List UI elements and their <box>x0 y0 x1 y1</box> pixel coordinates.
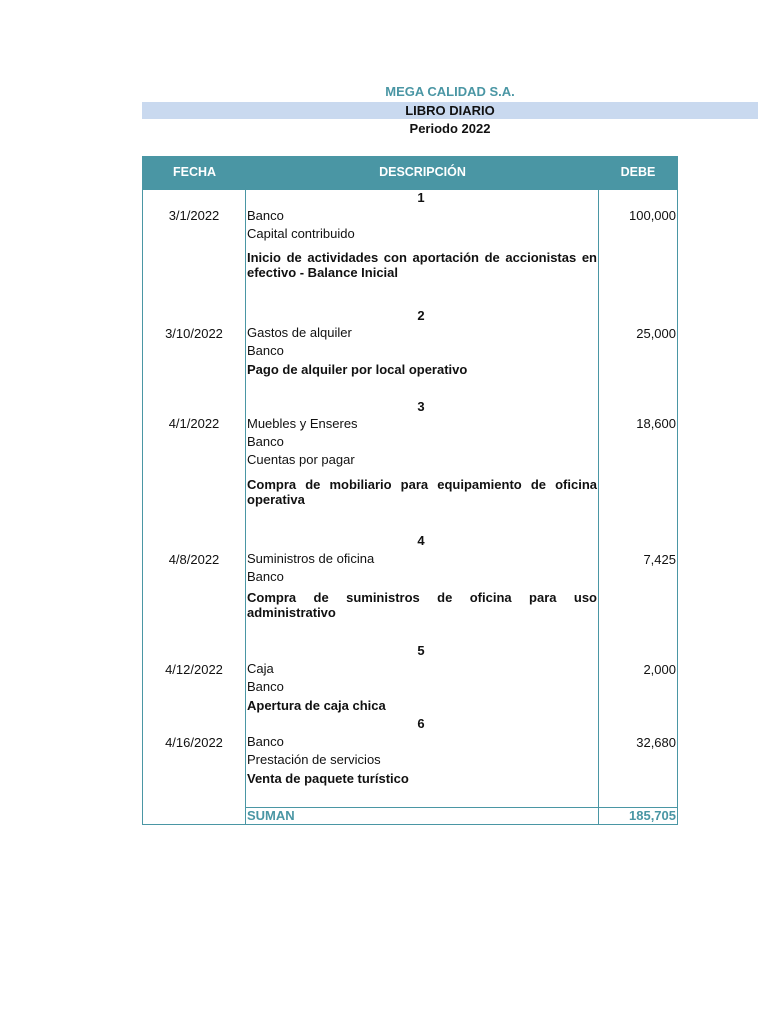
entry-account: Banco <box>247 208 284 223</box>
entry-description: Inicio de actividades con aportación de accionistas en efectivo - Balance Inicial <box>247 250 597 280</box>
entry-account: Prestación de servicios <box>247 752 381 767</box>
entry-description: Pago de alquiler por local operativo <box>247 362 468 377</box>
period-label: Periodo 2022 <box>409 121 491 136</box>
entry-amount: 25,000 <box>636 326 676 341</box>
table-header <box>143 157 677 190</box>
entry-number: 4 <box>417 533 425 548</box>
entry-number: 3 <box>417 399 425 414</box>
entry-date: 3/1/2022 <box>168 208 220 223</box>
entry-account: Banco <box>247 679 284 694</box>
entry-description: Apertura de caja chica <box>247 698 386 713</box>
entry-account: Banco <box>247 343 284 358</box>
entry-account: Capital contribuido <box>247 226 355 241</box>
entry-account: Banco <box>247 734 284 749</box>
column-header-fecha: FECHA <box>172 165 217 179</box>
entry-description: Compra de suministros de oficina para uso administrativo <box>247 590 597 620</box>
totals-label: SUMAN <box>247 808 295 823</box>
entry-date: 4/16/2022 <box>165 735 223 750</box>
entry-amount: 32,680 <box>636 735 676 750</box>
entry-amount: 18,600 <box>636 416 676 431</box>
entry-amount: 2,000 <box>643 662 676 677</box>
entry-amount: 7,425 <box>643 552 676 567</box>
entry-number: 2 <box>417 308 425 323</box>
entry-date: 4/1/2022 <box>168 416 220 431</box>
column-divider <box>598 157 599 824</box>
entry-account: Banco <box>247 569 284 584</box>
entry-date: 3/10/2022 <box>165 326 223 341</box>
totals-amount: 185,705 <box>629 808 676 823</box>
entry-number: 6 <box>417 716 425 731</box>
entry-date: 4/12/2022 <box>165 662 223 677</box>
entry-account: Suministros de oficina <box>247 551 375 566</box>
entry-account: Caja <box>247 661 274 676</box>
book-title: LIBRO DIARIO <box>142 102 758 119</box>
company-name: MEGA CALIDAD S.A. <box>385 84 515 99</box>
entry-account: Banco <box>247 434 284 449</box>
entry-account: Cuentas por pagar <box>247 452 355 467</box>
column-header-debe: DEBE <box>620 165 656 179</box>
entry-number: 5 <box>417 643 425 658</box>
entry-amount: 100,000 <box>629 208 676 223</box>
entry-number: 1 <box>417 190 425 205</box>
entry-description: Venta de paquete turístico <box>247 771 409 786</box>
column-header-descripcion: DESCRIPCIÓN <box>379 165 466 179</box>
entry-date: 4/8/2022 <box>168 552 220 567</box>
entry-description: Compra de mobiliario para equipamiento de oficina operativa <box>247 477 597 507</box>
entry-account: Gastos de alquiler <box>247 325 352 340</box>
entry-account: Muebles y Enseres <box>247 416 358 431</box>
